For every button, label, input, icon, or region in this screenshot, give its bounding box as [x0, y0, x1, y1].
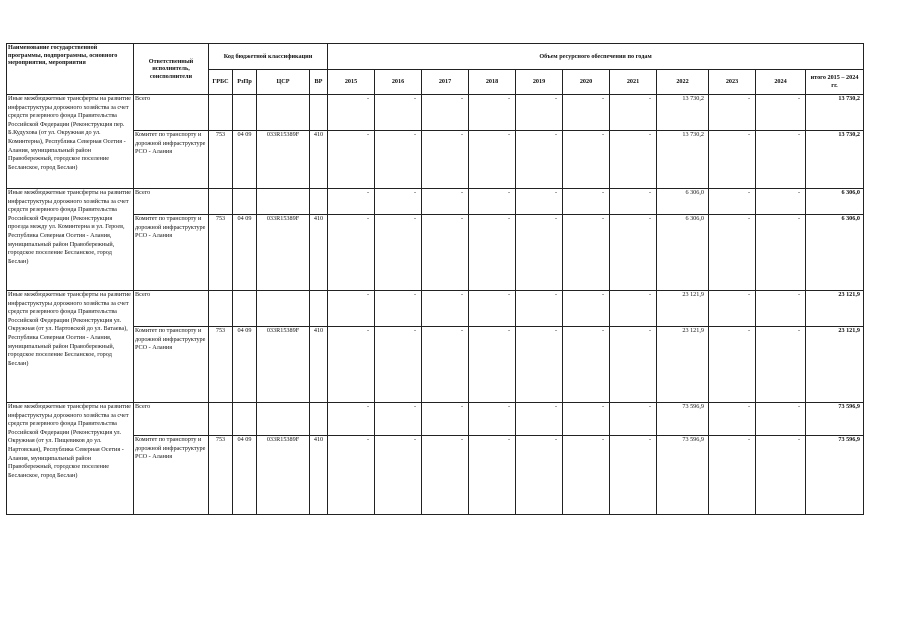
executor-name: Комитет по транспорту и дорожной инфраструктуре РСО - Алания [134, 131, 209, 189]
header-rzpr: РзПр [233, 70, 257, 95]
header-csr: ЦСР [257, 70, 310, 95]
empty-cell [310, 95, 328, 131]
vr-code: 410 [310, 215, 328, 291]
executor-name: Комитет по транспорту и дорожной инфраструктуре РСО - Алания [134, 215, 209, 291]
header-year: 2016 [375, 70, 422, 95]
vr-code: 410 [310, 131, 328, 189]
year-value: 6 306,0 [657, 215, 709, 291]
year-value: 73 596,9 [657, 436, 709, 515]
year-value: - [469, 403, 516, 436]
year-value: - [756, 131, 806, 189]
year-value: - [610, 189, 657, 215]
year-value: - [563, 436, 610, 515]
year-value: - [422, 291, 469, 327]
year-value: - [375, 131, 422, 189]
year-value: - [422, 189, 469, 215]
year-value: - [756, 95, 806, 131]
table-row [7, 291, 864, 327]
year-value: - [469, 131, 516, 189]
year-value: - [563, 215, 610, 291]
rzpr-code: 04 09 [233, 436, 257, 515]
year-value: - [469, 436, 516, 515]
year-value: - [756, 327, 806, 403]
year-value: - [563, 95, 610, 131]
year-value: - [469, 215, 516, 291]
year-value: - [610, 131, 657, 189]
executor-name: Комитет по транспорту и дорожной инфраструктуре РСО - Алания [134, 436, 209, 515]
header-year: 2023 [709, 70, 756, 95]
rzpr-code: 04 09 [233, 327, 257, 403]
year-value: - [516, 215, 563, 291]
year-value: - [328, 436, 375, 515]
csr-code: 033R15389F [257, 215, 310, 291]
empty-cell [310, 189, 328, 215]
year-value: - [516, 189, 563, 215]
year-value: - [756, 436, 806, 515]
empty-cell [310, 291, 328, 327]
header-grbs: ГРБС [209, 70, 233, 95]
year-value: - [375, 327, 422, 403]
row-all-label: Всего [134, 403, 209, 436]
year-value: - [610, 215, 657, 291]
year-value: - [328, 327, 375, 403]
year-value: - [328, 95, 375, 131]
year-value: - [709, 95, 756, 131]
row-total: 23 121,9 [806, 291, 864, 327]
year-value: - [375, 215, 422, 291]
year-value: 73 596,9 [657, 403, 709, 436]
year-value: - [516, 403, 563, 436]
empty-cell [257, 403, 310, 436]
year-value: - [709, 131, 756, 189]
empty-cell [209, 291, 233, 327]
year-value: - [375, 291, 422, 327]
year-value: - [516, 327, 563, 403]
year-value: - [422, 436, 469, 515]
year-value: - [375, 189, 422, 215]
csr-code: 033R15389F [257, 327, 310, 403]
year-value: - [328, 215, 375, 291]
year-value: - [610, 436, 657, 515]
year-value: - [469, 189, 516, 215]
year-value: - [328, 403, 375, 436]
table-row [7, 95, 864, 131]
year-value: - [756, 403, 806, 436]
year-value: - [375, 95, 422, 131]
year-value: 23 121,9 [657, 327, 709, 403]
measure-name: Иные межбюджетные трансферты на развитие инфраструктуры дорожного хозяйства за счет средств резервного фонда Правительства Российской Федерации (Реконструкция проезда между ул. Коминтерна и ул. Героев, Республика Северная Осетия - Алания, муниципальный район Правобережный, городское поселение Бесланское, город Беслан) [7, 189, 134, 291]
vr-code: 410 [310, 436, 328, 515]
year-value: - [328, 291, 375, 327]
empty-cell [233, 291, 257, 327]
table-row [7, 327, 864, 403]
row-total: 73 596,9 [806, 403, 864, 436]
year-value: - [469, 95, 516, 131]
year-value: - [563, 291, 610, 327]
empty-cell [209, 189, 233, 215]
year-value: - [516, 291, 563, 327]
year-value: - [563, 189, 610, 215]
year-value: - [328, 189, 375, 215]
measure-name: Иные межбюджетные трансферты на развитие инфраструктуры дорожного хозяйства за счет средств резервного фонда Правительства Российской Федерации (Реконструкция ул. Окружная (от ул. Пищевиков до ул. Нартовская), Республика Северная Осетия - Алания, муниципальный район Правобережный, городское поселение Бесланское, город Беслан) [7, 403, 134, 515]
table-row [7, 436, 864, 515]
header-year: 2019 [516, 70, 563, 95]
header-year: 2021 [610, 70, 657, 95]
header-year: 2018 [469, 70, 516, 95]
year-value: - [709, 327, 756, 403]
row-total: 13 730,2 [806, 131, 864, 189]
header-vr: ВР [310, 70, 328, 95]
header-year: 2024 [756, 70, 806, 95]
row-all-label: Всего [134, 189, 209, 215]
rzpr-code: 04 09 [233, 215, 257, 291]
header-year: 2020 [563, 70, 610, 95]
year-value: - [709, 189, 756, 215]
measure-name: Иные межбюджетные трансферты на развитие инфраструктуры дорожного хозяйства за счет средств резервного фонда Правительства Российской Федерации (Реконструкция ул. Окружная (от ул. Нартовской до ул. Ватаева), Республика Северная Осетия - Алания, муниципальный район Правобережный, городское поселение Бесланское, город Беслан) [7, 291, 134, 403]
year-value: - [375, 403, 422, 436]
year-value: - [610, 403, 657, 436]
resource-table [6, 43, 864, 515]
year-value: - [516, 131, 563, 189]
year-value: - [422, 403, 469, 436]
header-year: 2017 [422, 70, 469, 95]
row-total: 13 730,2 [806, 95, 864, 131]
empty-cell [233, 95, 257, 131]
row-total: 73 596,9 [806, 436, 864, 515]
year-value: - [422, 215, 469, 291]
empty-cell [257, 95, 310, 131]
year-value: - [422, 131, 469, 189]
table-row [7, 189, 864, 215]
csr-code: 033R15389F [257, 131, 310, 189]
header-executor: Ответственный исполнитель, соисполнители [134, 44, 209, 95]
year-value: - [610, 95, 657, 131]
year-value: - [469, 291, 516, 327]
row-total: 6 306,0 [806, 189, 864, 215]
grbs-code: 753 [209, 215, 233, 291]
year-value: - [563, 403, 610, 436]
header-resources: Объем ресурсного обеспечения по годам [328, 44, 864, 70]
grbs-code: 753 [209, 327, 233, 403]
header-year: 2015 [328, 70, 375, 95]
row-total: 6 306,0 [806, 215, 864, 291]
row-all-label: Всего [134, 95, 209, 131]
empty-cell [233, 403, 257, 436]
vr-code: 410 [310, 327, 328, 403]
year-value: - [516, 436, 563, 515]
year-value: - [563, 131, 610, 189]
header-total: итого 2015 – 2024 гг. [806, 70, 864, 95]
budget-table-sheet [6, 43, 864, 515]
year-value: - [375, 436, 422, 515]
year-value: - [328, 131, 375, 189]
executor-name: Комитет по транспорту и дорожной инфраструктуре РСО - Алания [134, 327, 209, 403]
header-year: 2022 [657, 70, 709, 95]
year-value: - [469, 327, 516, 403]
measure-name: Иные межбюджетные трансферты на развитие инфраструктуры дорожного хозяйства за счет средств резервного фонда Правительства Российской Федерации (Реконструкция пер. Б.Кудухова (от ул. Окружная до ул. Коминтерна), Республика Северная Осетия - Алания, муниципальный район Правобережный, городское поселение Бесланское, город Беслан) [7, 95, 134, 189]
empty-cell [257, 291, 310, 327]
year-value: 6 306,0 [657, 189, 709, 215]
table-body [7, 95, 864, 515]
year-value: - [422, 327, 469, 403]
year-value: - [756, 215, 806, 291]
year-value: - [709, 403, 756, 436]
row-total: 23 121,9 [806, 327, 864, 403]
year-value: - [610, 327, 657, 403]
rzpr-code: 04 09 [233, 131, 257, 189]
year-value: - [756, 291, 806, 327]
year-value: - [516, 95, 563, 131]
year-value: - [709, 215, 756, 291]
empty-cell [209, 95, 233, 131]
table-row [7, 215, 864, 291]
grbs-code: 753 [209, 436, 233, 515]
empty-cell [209, 403, 233, 436]
header-budget-code: Код бюджетной классификации [209, 44, 328, 70]
header-name: Наименование государственной программы, подпрограммы, основного мероприятия, мероприятия [7, 44, 134, 95]
csr-code: 033R15389F [257, 436, 310, 515]
year-value: - [610, 291, 657, 327]
year-value: 13 730,2 [657, 95, 709, 131]
year-value: - [563, 327, 610, 403]
year-value: - [756, 189, 806, 215]
empty-cell [257, 189, 310, 215]
year-value: - [709, 291, 756, 327]
year-value: - [709, 436, 756, 515]
table-row [7, 403, 864, 436]
grbs-code: 753 [209, 131, 233, 189]
year-value: 23 121,9 [657, 291, 709, 327]
year-value: - [422, 95, 469, 131]
row-all-label: Всего [134, 291, 209, 327]
year-value: 13 730,2 [657, 131, 709, 189]
table-row [7, 131, 864, 189]
empty-cell [310, 403, 328, 436]
empty-cell [233, 189, 257, 215]
